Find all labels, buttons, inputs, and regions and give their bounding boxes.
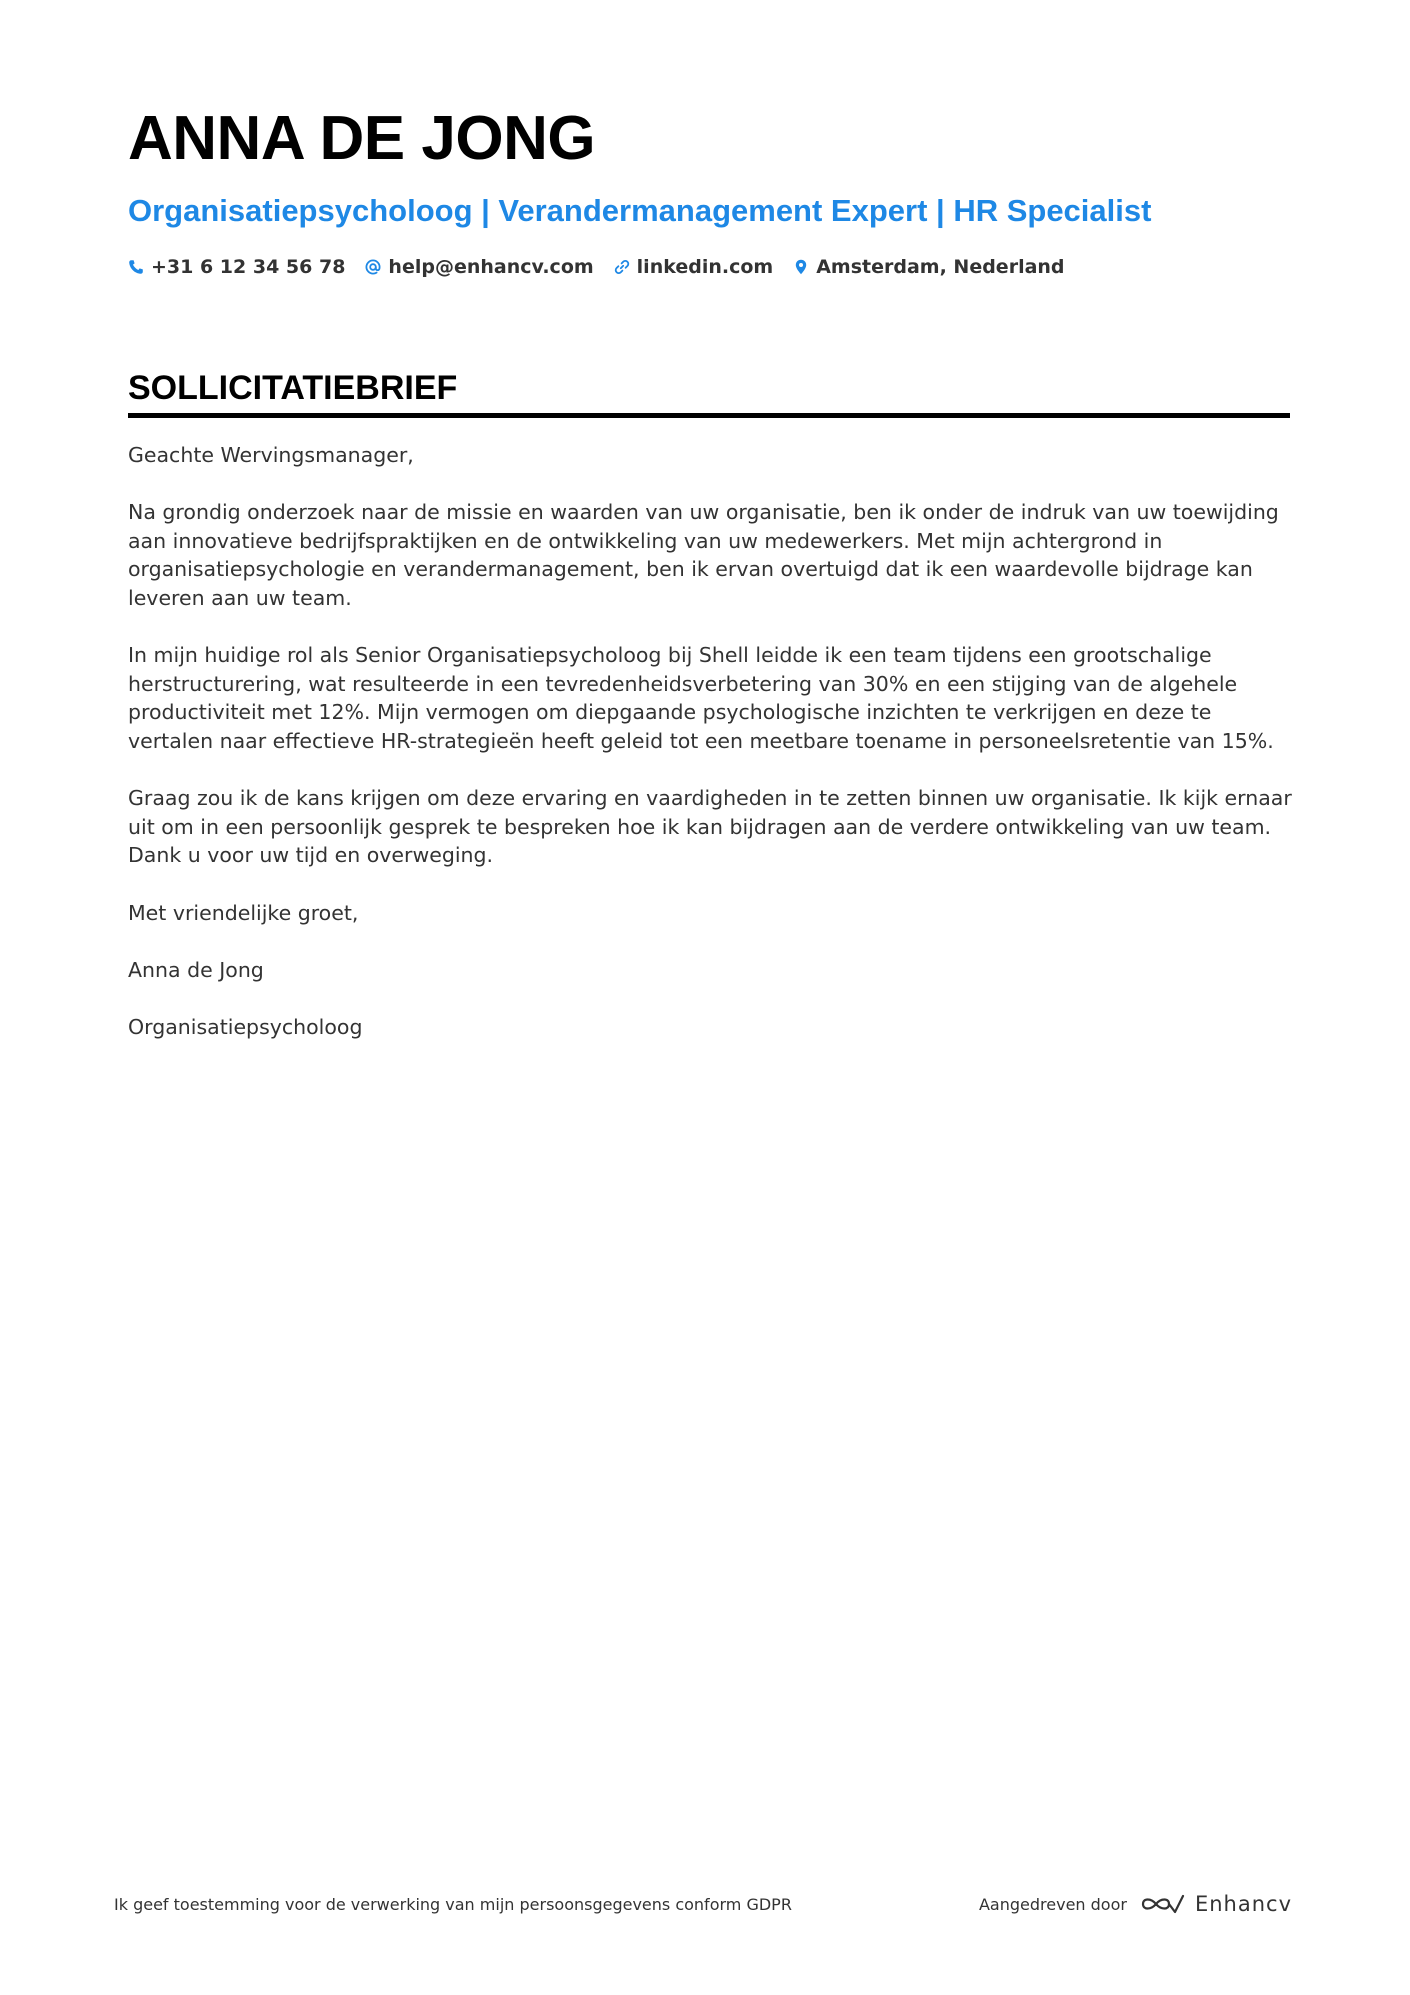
contact-linkedin[interactable] bbox=[614, 256, 774, 278]
contact-bar bbox=[128, 256, 1065, 278]
enhancv-brand bbox=[1139, 1892, 1292, 1916]
signature-title: Organisatiepsycholoog bbox=[128, 1014, 363, 1039]
contact-linkedin-text: linkedin.com bbox=[636, 256, 774, 278]
enhancv-logo-icon bbox=[1139, 1892, 1185, 1916]
at-icon bbox=[365, 259, 381, 275]
letter-closing: Met vriendelijke groet, bbox=[128, 900, 359, 925]
letter-paragraph: Na grondig onderzoek naar de missie en waarden van uw organisatie, ben ik onder de indruk van uw toewijding aan innovatieve bedrijfspraktijken en de ontwikkeling van uw medewerkers. Met mijn achtergrond in organisatiepsychologie en verandermanagement, ben ik ervan overtuigd dat ik een waardevolle bijdrage kan leveren aan uw team. bbox=[128, 500, 1279, 610]
applicant-title: Organisatiepsycholoog | Verandermanagement Expert | HR Specialist bbox=[128, 193, 1152, 228]
link-icon bbox=[614, 259, 630, 275]
contact-phone bbox=[128, 256, 345, 278]
contact-email[interactable] bbox=[365, 256, 593, 278]
phone-icon bbox=[128, 259, 144, 275]
letter-salutation: Geachte Wervingsmanager, bbox=[128, 443, 414, 467]
powered-by[interactable] bbox=[979, 1892, 1292, 1916]
letter-paragraph: In mijn huidige rol als Senior Organisatiepsycholoog bij Shell leidde ik een team tijdens een grootschalige herstructurering, wat resulteerde in een tevredenheidsverbetering van 30% en een stijging van de algehele productiviteit met 12%. Mijn vermogen om diepgaande psychologische inzichten te verkrijgen en deze te vertalen naar effectieve HR-strategieën heeft geleid tot een meetbare toename in personeelsretentie van 15%. bbox=[128, 643, 1274, 753]
section-heading: SOLLICITATIEBRIEF bbox=[128, 370, 1290, 418]
page-footer bbox=[114, 1892, 1292, 1916]
contact-email-text: help@enhancv.com bbox=[388, 256, 594, 278]
applicant-name: ANNA DE JONG bbox=[128, 104, 596, 173]
signature-name: Anna de Jong bbox=[128, 957, 264, 982]
letter-paragraph: Graag zou ik de kans krijgen om deze ervaring en vaardigheden in te zetten binnen uw organisatie. Ik kijk ernaar uit om in een persoonlijk gesprek te bespreken hoe ik kan bijdragen aan de verdere ontwikkeling van uw team. Dank u voor uw tijd en overweging. bbox=[128, 786, 1292, 868]
letter-body bbox=[128, 441, 1292, 1070]
gdpr-consent: Ik geef toestemming voor de verwerking van mijn persoonsgegevens conform GDPR bbox=[114, 1894, 792, 1914]
contact-phone-text: +31 6 12 34 56 78 bbox=[151, 256, 346, 278]
contact-location-text: Amsterdam, Nederland bbox=[816, 256, 1065, 278]
enhancv-wordmark: Enhancv bbox=[1194, 1892, 1292, 1916]
location-pin-icon bbox=[793, 259, 809, 275]
contact-location bbox=[793, 256, 1064, 278]
powered-by-label: Aangedreven door bbox=[978, 1894, 1127, 1914]
